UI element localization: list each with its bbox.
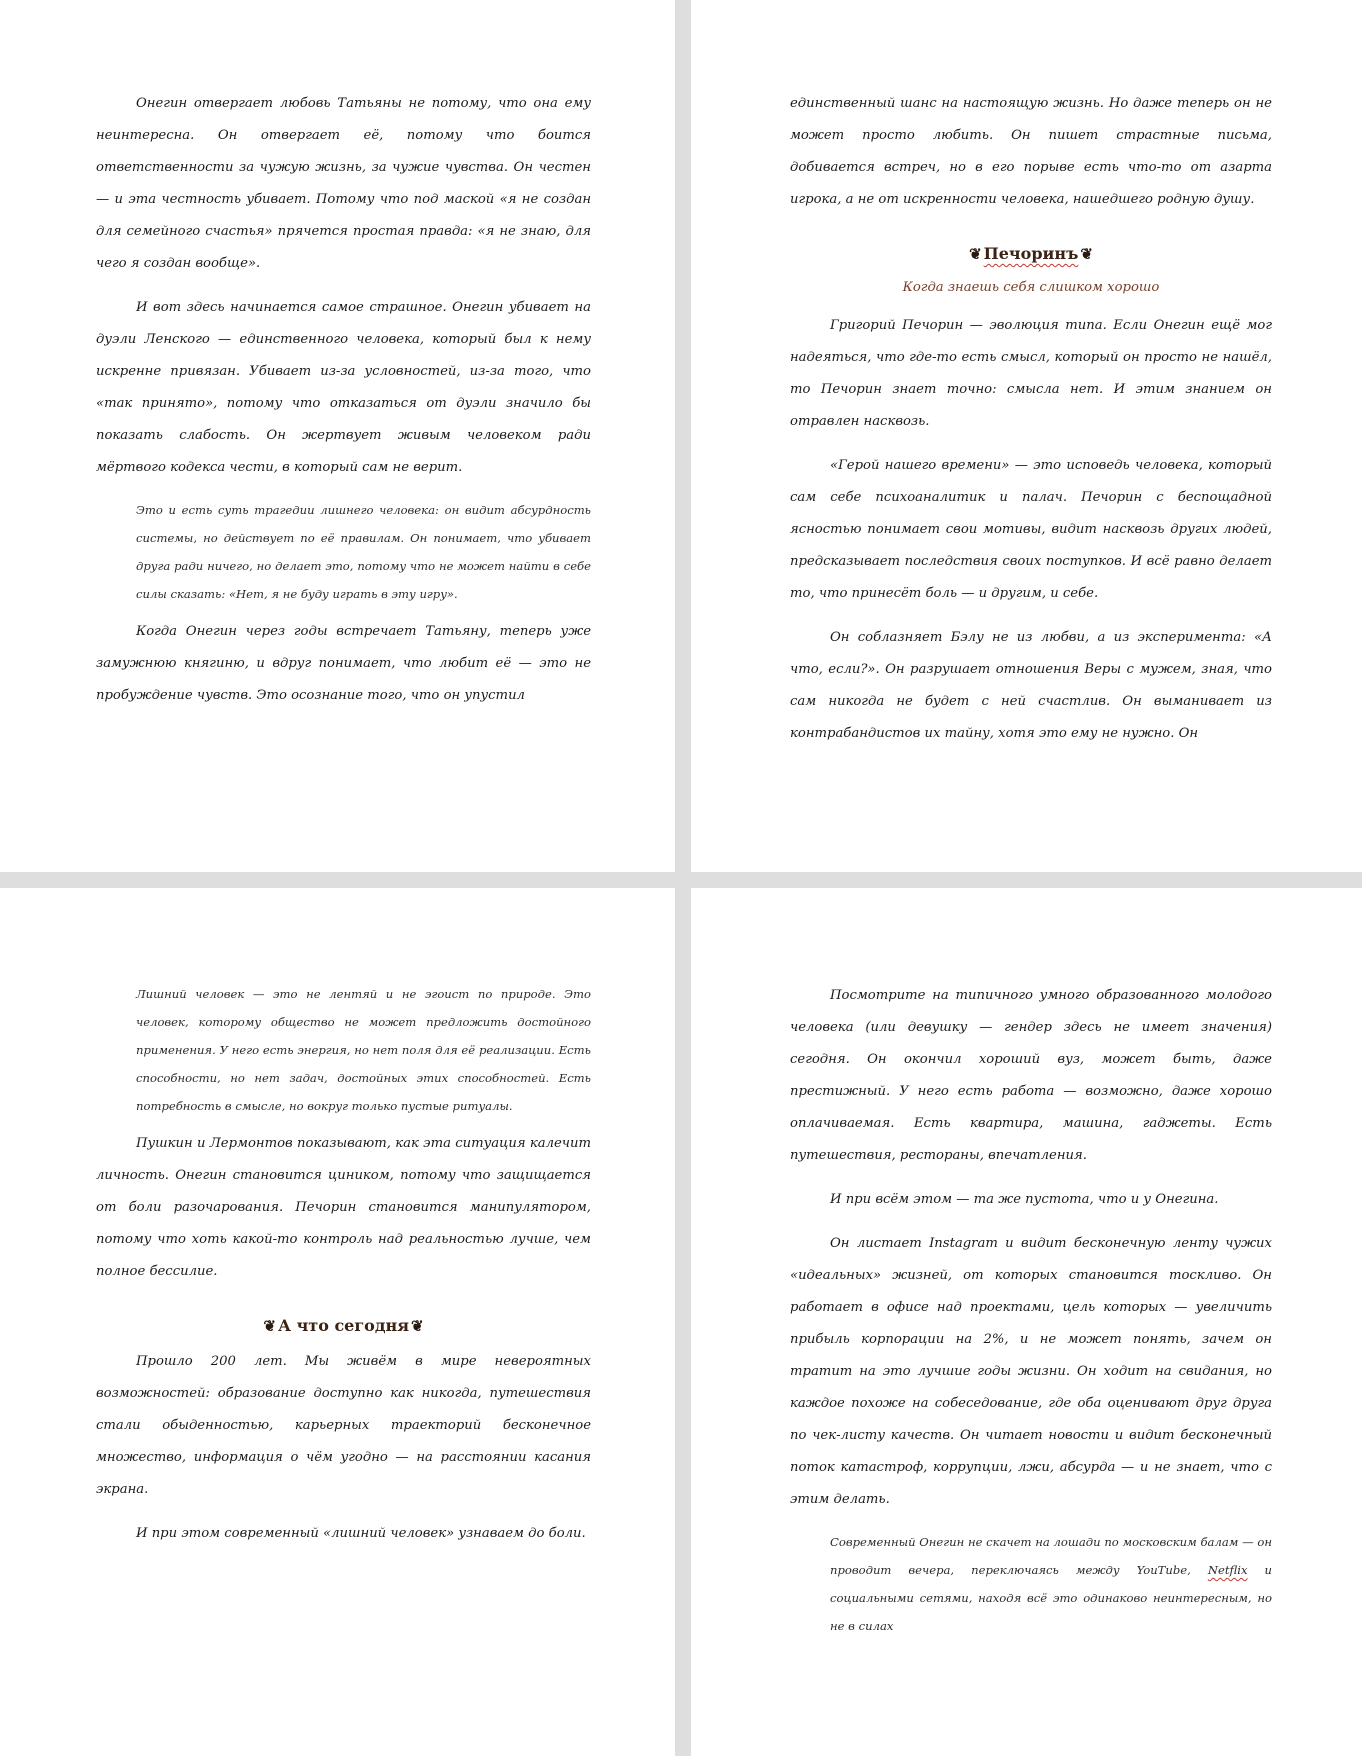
body-paragraph: Онегин отвергает любовь Татьяны не потому, что она ему неинтересна. Он отвергает её, потому что боится ответственности за чужую жизнь, за чужие чувства. Он честен — и эта честность убивает. Потому что под маской «я не создан для семейного счастья» прячется простая правда: «я не знаю, для чего я создан вообще». — [96, 96, 591, 271]
body-paragraph: Посмотрите на типичного умного образованного молодого человека (или девушку — гендер здесь не имеет значения) сегодня. Он окончил хороший вуз, может быть, даже престижный. У него есть работа — возможно, даже хорошо оплачиваемая. Есть квартира, машина, гаджеты. Есть путешествия, рестораны, впечатления. — [790, 988, 1272, 1163]
block-quote: Это и есть суть трагедии лишнего человека: он видит абсурдность системы, но действует по её правилам. Он понимает, что убивает друга ради ничего, но делает это, потому что не может найти в себе силы сказать: «Нет, я не буду играть в эту игру». — [136, 503, 591, 601]
body-paragraph: Прошло 200 лет. Мы живём в мире невероятных возможностей: образование доступно как никогда, путешествия стали обыденностью, карьерных траекторий бесконечное множество, информация о чём угодно — на расстоянии касания экрана. — [96, 1354, 591, 1497]
fleuron-ornament-icon: ❦ — [411, 1317, 424, 1335]
body-paragraph: Пушкин и Лермонтов показывают, как эта ситуация калечит личность. Онегин становится циником, потому что защищается от боли разочарования. Печорин становится манипулятором, потому что хоть какой-то контроль над реальностью лучше, чем полное бессилие. — [96, 1136, 591, 1279]
fleuron-ornament-icon: ❦ — [1080, 245, 1093, 263]
document-page-3 — [0, 888, 675, 1756]
chapter-heading-text: Печоринъ — [983, 244, 1079, 263]
quote-text: Современный Онегин не скачет на лошади по московским балам — он проводит вечера, переключаясь между YouTube, — [830, 1535, 1272, 1577]
body-paragraph: «Герой нашего времени» — это исповедь человека, который сам себе психоаналитик и палач. Печорин с беспощадной ясностью понимает свои мотивы, видит насквозь других людей, предсказывает последствия своих поступков. И всё равно делает то, что принесёт боль — и другим, и себе. — [790, 458, 1272, 601]
document-page-1 — [0, 0, 675, 872]
spellcheck-flagged-word[interactable]: Netflix — [1207, 1563, 1248, 1577]
block-quote: Лишний человек — это не лентяй и не эгоист по природе. Это человек, которому общество не может предложить достойного применения. У него есть энергия, но нет поля для её реализации. Есть способности, но нет задач, достойных этих способностей. Есть потребность в смысле, но вокруг только пустые ритуалы. — [136, 987, 591, 1113]
chapter-heading-text: А что сегодня — [277, 1316, 410, 1335]
body-paragraph: И при этом современный «лишний человек» узнаваем до боли. — [136, 1526, 586, 1541]
body-paragraph: Он листает Instagram и видит бесконечную ленту чужих «идеальных» жизней, от которых становится тоскливо. Он работает в офисе над проектами, цель которых — увеличить прибыль корпорации на 2%, и не может понять, зачем он тратит на это лучшие годы жизни. Он ходит на свидания, но каждое похоже на собеседование, где оба оценивают друг друга по чек-листу качеств. Он читает новости и видит бесконечный поток катастроф, коррупции, лжи, абсурда — и не знает, что с этим делать. — [790, 1236, 1272, 1507]
body-paragraph: И при всём этом — та же пустота, что и у Онегина. — [830, 1192, 1219, 1207]
block-quote — [830, 1528, 1272, 1640]
document-page-2 — [691, 0, 1362, 872]
body-paragraph: И вот здесь начинается самое страшное. Онегин убивает на дуэли Ленского — единственного человека, который был к нему искренне привязан. Убивает из-за условностей, из-за того, что «так принято», потому что отказаться от дуэли значило бы показать слабость. Он жертвует живым человеком ради мёртвого кодекса чести, в который сам не верит. — [96, 300, 591, 475]
quote-text: и социальными сетями, находя всё это одинаково неинтересным, но не в силах — [830, 1563, 1273, 1633]
body-paragraph: Когда Онегин через годы встречает Татьяну, теперь уже замужнюю княгиню, и вдруг понимает, что любит её — это не пробуждение чувств. Это осознание того, что он упустил — [96, 624, 591, 703]
fleuron-ornament-icon: ❦ — [263, 1317, 276, 1335]
chapter-heading — [96, 1314, 591, 1338]
body-paragraph-continued: единственный шанс на настоящую жизнь. Но даже теперь он не может просто любить. Он пишет страстные письма, добивается встреч, но в его порыве есть что-то от азарта игрока, а не от искренности человека, нашедшего родную душу. — [790, 96, 1272, 207]
fleuron-ornament-icon: ❦ — [969, 245, 982, 263]
chapter-heading — [790, 242, 1272, 266]
chapter-subtitle: Когда знаешь себя слишком хорошо — [902, 280, 1160, 295]
document-page-4 — [691, 888, 1362, 1756]
body-paragraph: Григорий Печорин — эволюция типа. Если Онегин ещё мог надеяться, что где-то есть смысл, который он просто не нашёл, то Печорин знает точно: смысла нет. И этим знанием он отравлен насквозь. — [790, 318, 1272, 429]
body-paragraph: Он соблазняет Бэлу не из любви, а из эксперимента: «А что, если?». Он разрушает отношения Веры с мужем, зная, что сам никогда не будет с ней счастлив. Он выманивает из контрабандистов их тайну, хотя это ему не нужно. Он — [790, 630, 1272, 741]
